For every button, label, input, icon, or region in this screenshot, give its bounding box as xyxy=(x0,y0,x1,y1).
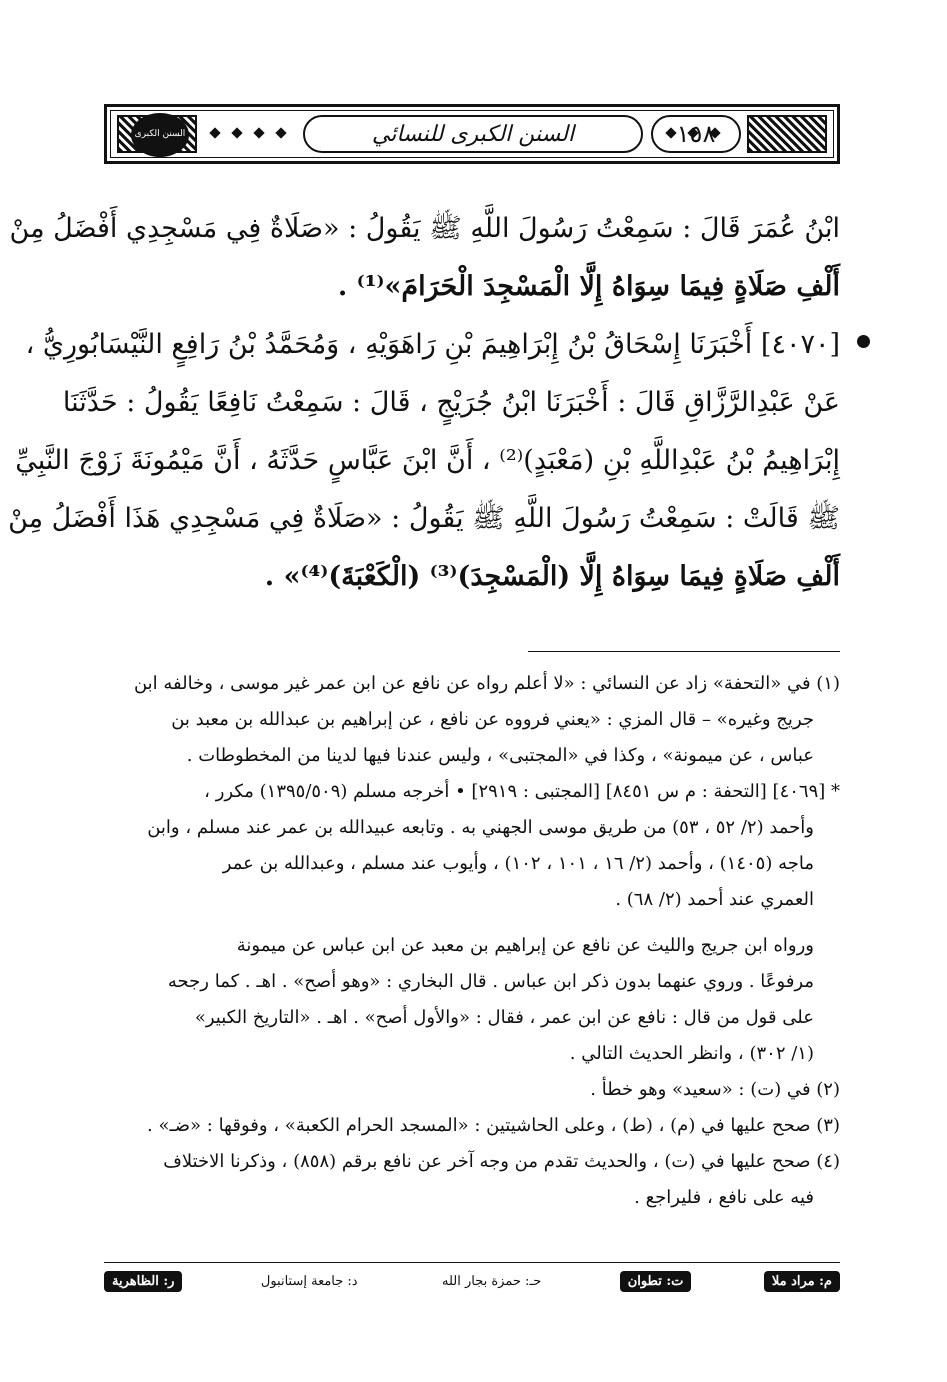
text-line: أَلْفِ صَلَاةٍ فِيمَا سِوَاهُ إِلَّا (الْمَسْجِدَ)⁽³⁾ (الْكَعْبَةَ)⁽⁴⁾» . xyxy=(264,561,840,592)
footnote-line: (١) في «التحفة» زاد عن النسائي : «لا أعلم رواه عن نافع عن ابن عمر غير موسى ، وخالفه ابن xyxy=(133,673,840,694)
footnote-line: (٣) صحح عليها في (م) ، (ط) ، وعلى الحاشيتين : «المسجد الحرام الكعبة» ، وفوقها : «ضـ» . xyxy=(147,1115,840,1136)
title-cartouche xyxy=(303,115,643,153)
text-line: [٤٠٧٠] أَخْبَرَنَا إِسْحَاقُ بْنُ إِبْرَاهِيمَ بْنِ رَاهَوَيْهِ ، وَمُحَمَّدُ بْنُ رَافِعٍ النَّيْسَابُورِيُّ ، xyxy=(25,329,840,360)
siglum-h: حـ: حمزة بجار الله xyxy=(442,1273,542,1289)
running-title: السنن الكبرى للنسائي xyxy=(371,121,575,147)
bead-ornament xyxy=(231,127,242,138)
medallion-text: السنن الكبرى xyxy=(131,113,189,157)
footnote-line: على قول من قال : نافع عن ابن عمر ، فقال : «والأول أصح» . اهـ . «التاريخ الكبير» xyxy=(194,1007,814,1028)
hadith-4070-start xyxy=(25,316,840,374)
bead-ornament xyxy=(253,127,264,138)
text-line: عَنْ عَبْدِالرَّزَّاقِ قَالَ : أَخْبَرَنَا ابْنُ جُرَيْجٍ ، قَالَ : سَمِعْتُ نَافِعًا يَقُولُ : حَدَّثَنَا xyxy=(62,387,840,418)
bullet-icon xyxy=(857,335,870,348)
bead-ornament xyxy=(209,127,220,138)
text-line: ابْنُ عُمَرَ قَالَ : سَمِعْتُ رَسُولَ اللَّهِ ﷺ يَقُولُ : «صَلَاةٌ فِي مَسْجِدِي أَفْضَلُ مِنْ xyxy=(9,213,840,244)
siglum-t: ت: تطوان xyxy=(620,1271,692,1292)
right-ornament xyxy=(747,115,827,153)
footnote-line: * [٤٠٦٩] [التحفة : م س ٨٤٥١] [المجتبى : ٢٩١٩] • أخرجه مسلم (١٣٩٥/٥٠٩) مكرر ، xyxy=(204,781,840,802)
page-number: ١٥٨ xyxy=(651,115,741,153)
footnote-line: العمري عند أحمد (٢/ ٦٨) . xyxy=(615,889,814,910)
siglum-r: ر: الظاهرية xyxy=(104,1271,182,1292)
manuscript-sigla xyxy=(104,1266,840,1296)
main-text xyxy=(8,200,840,606)
footnote-line: وأحمد (٢/ ٥٢ ، ٥٣) من طريق موسى الجهني به . وتابعه عبيدالله بن عمر عند مسلم ، وابن xyxy=(147,817,814,838)
footnotes xyxy=(104,666,840,1216)
footnote-line: (١/ ٣٠٢) ، وانظر الحديث التالي . xyxy=(569,1043,814,1064)
book-medallion xyxy=(113,111,201,157)
footnote-divider xyxy=(528,651,840,652)
siglum-d: د: جامعة إستانبول xyxy=(260,1273,358,1289)
footnote-line: ماجه (١٤٠٥) ، وأحمد (٢/ ١٦ ، ١٠١ ، ١٠٢) ، وأيوب عند مسلم ، وعبدالله بن عمر xyxy=(222,853,814,874)
footnote-line: (٤) صحح عليها في (ت) ، والحديث تقدم من وجه آخر عن نافع برقم (٨٥٨) ، وذكرنا الاختلاف xyxy=(163,1151,840,1172)
footnote-line: مرفوعًا . وروي عنهما بدون ذكر ابن عباس . قال البخاري : «وهو أصح» . اهـ . كما رجحه xyxy=(167,971,814,992)
bead-ornament xyxy=(275,127,286,138)
footnote-line: (٢) في (ت) : «سعيد» وهو خطأ . xyxy=(590,1079,840,1100)
footnote-line: جريج وغيره» – قال المزي : «يعني فرووه عن نافع ، عن إبراهيم بن عبدالله بن معبد بن xyxy=(171,709,814,730)
text-line: إِبْرَاهِيمُ بْنُ عَبْدِاللَّهِ بْنِ (مَعْبَدٍ)⁽²⁾ ، أَنَّ ابْنَ عَبَّاسٍ حَدَّثَهُ ، أَنَّ مَيْمُونَةَ زَوْجَ النَّبِيِّ xyxy=(15,445,840,476)
footnote-line: فيه على نافع ، فليراجع . xyxy=(634,1187,814,1208)
footnote-line: ورواه ابن جريج والليث عن نافع عن إبراهيم بن معبد عن ابن عباس عن ميمونة xyxy=(236,935,814,956)
text-line: ﷺ قَالَتْ : سَمِعْتُ رَسُولَ اللَّهِ ﷺ يَقُولُ : «صَلَاةٌ فِي مَسْجِدِي هَذَا أَفْضَلُ مِنْ xyxy=(8,503,840,534)
running-header xyxy=(104,104,840,164)
text-line: أَلْفِ صَلَاةٍ فِيمَا سِوَاهُ إِلَّا الْمَسْجِدَ الْحَرَامَ»⁽¹⁾ . xyxy=(337,271,840,302)
footnote-line: عباس ، عن ميمونة» ، وكذا في «المجتبى» ، وليس عندنا فيها لدينا من المخطوطات . xyxy=(186,745,814,766)
footer-divider xyxy=(104,1262,840,1263)
siglum-m: م: مراد ملا xyxy=(764,1271,840,1292)
